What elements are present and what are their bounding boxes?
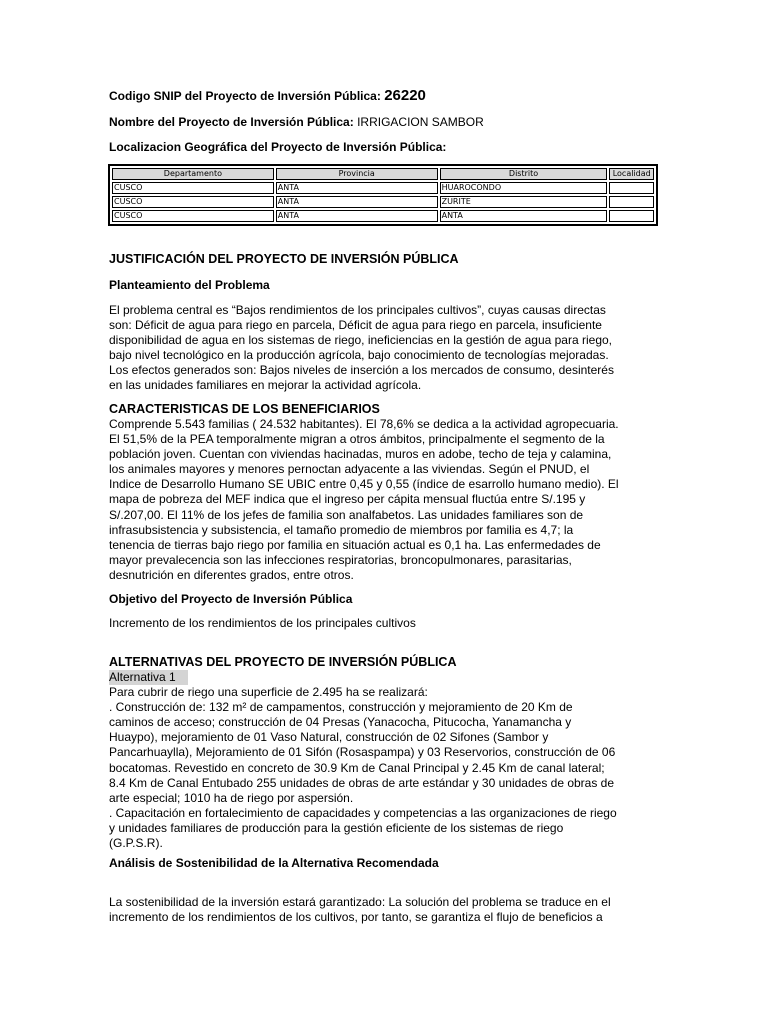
paragraph-line: Indice de Desarrollo Humano SE UBIC entre 0,45 y 0,55 (índice de esarrollo humano medio). El <box>109 477 619 492</box>
cell-departamento: CUSCO <box>112 210 274 222</box>
paragraph-line: . Capacitación en fortalecimiento de capacidades y competencias a las organizaciones de riego <box>109 805 617 820</box>
paragraph-line: disponibilidad de agua en los sistemas de riego, ineficiencias en la gestión de agua para riego, <box>109 333 612 348</box>
sustainability-paragraph <box>109 895 611 925</box>
paragraph-line: población joven. Cuentan con viviendas hacinadas, muros en adobe, techo de teja y calamina, <box>109 447 612 462</box>
cell-provincia: ANTA <box>276 210 438 222</box>
table-row <box>112 182 654 194</box>
paragraph-line: El 51,5% de la PEA temporalmente migran a otros ámbitos, principalmente el segmento de la <box>109 432 605 447</box>
objective-text: Incremento de los rendimientos de los principales cultivos <box>109 616 416 630</box>
problem-paragraph <box>109 303 614 394</box>
alternative-1-label: Alternativa 1 <box>109 670 188 685</box>
paragraph-line: 8.4 Km de Canal Entubado 255 unidades de obras de arte estándar y 30 unidades de obras de <box>109 775 615 790</box>
paragraph-line: los animales mayores y menores pernoctan adyacente a las viviendas. Según el PNUD, el <box>109 462 590 477</box>
paragraph-line: desnutrición en diferentes grados, entre otros. <box>109 567 354 582</box>
cell-localidad <box>609 182 654 194</box>
paragraph-line: incremento de los rendimientos de los cultivos, por tanto, se garantiza el flujo de beneficios a <box>109 910 603 925</box>
header-distrito: Distrito <box>440 168 608 180</box>
table-row <box>112 210 654 222</box>
cell-departamento: CUSCO <box>112 182 274 194</box>
paragraph-line: Huaypo), mejoramiento de 01 Vaso Natural, construcción de 02 Sifones (Sambor y <box>109 730 549 745</box>
cell-distrito: ANTA <box>440 210 608 222</box>
paragraph-line: mapa de pobreza del MEF indica que el ingreso per cápita mensual fluctúa entre S/.195 y <box>109 492 586 507</box>
paragraph-line: caminos de acceso; construcción de 04 Presas (Yanacocha, Pitucocha, Yanamancha y <box>109 715 572 730</box>
paragraph-line: (G.P.S.R). <box>109 836 163 851</box>
cell-provincia: ANTA <box>276 196 438 208</box>
header-localidad: Localidad <box>609 168 654 180</box>
project-name-line <box>109 114 484 130</box>
paragraph-line: S/.207,00. El 11% de los jefes de familia son analfabetos. Las unidades familiares son de <box>109 507 584 522</box>
paragraph-line: Pancarhuaylla), Mejoramiento de 01 Sifón (Rosaspampa) y 03 Reservorios, construcción de 06 <box>109 745 616 760</box>
paragraph-line: y unidades familiares de producción para la gestión eficiente de los sistemas de riego <box>109 820 564 835</box>
sustainability-heading: Análisis de Sostenibilidad de la Alternativa Recomendada <box>109 856 439 870</box>
snip-code-line <box>109 88 426 104</box>
alternatives-heading: ALTERNATIVAS DEL PROYECTO DE INVERSIÓN PÚBLICA <box>109 655 457 669</box>
cell-departamento: CUSCO <box>112 196 274 208</box>
paragraph-line: El problema central es “Bajos rendimientos de los principales cultivos”, cuyas causas directas <box>109 303 606 317</box>
alternative-1-label-line <box>109 670 617 685</box>
objective-heading: Objetivo del Proyecto de Inversión Pública <box>109 592 353 606</box>
cell-localidad <box>609 210 654 222</box>
snip-code: 26220 <box>384 87 426 104</box>
paragraph-line: en las unidades familiares en mejorar la actividad agrícola. <box>109 378 422 393</box>
table-header-row <box>112 168 654 180</box>
beneficiaries-paragraph <box>109 417 619 583</box>
project-name-label: Nombre del Proyecto de Inversión Pública: <box>109 115 354 129</box>
paragraph-line: arte especial; 1010 ha de riego por aspersión. <box>109 790 354 805</box>
cell-localidad <box>609 196 654 208</box>
paragraph-line: mayor prevalecencia son las infecciones respiratorias, broncopulmonares, parasitarias, <box>109 552 572 567</box>
paragraph-line: bocatomas. Revestido en concreto de 30.9 Km de Canal Principal y 2.45 Km de canal lateral; <box>109 760 605 775</box>
paragraph-line: infrasubsistencia y subsistencia, el tamaño promedio de miembros por familia es 4,7; la <box>109 522 574 537</box>
paragraph-line: tenencia de tierras bajo riego por familia en situación actual es 0,1 ha. Las enfermedades de <box>109 537 601 552</box>
cell-distrito: HUAROCONDO <box>440 182 608 194</box>
beneficiaries-heading: CARACTERISTICAS DE LOS BENEFICIARIOS <box>109 402 380 416</box>
alternative-1-block <box>109 670 617 851</box>
table-row <box>112 196 654 208</box>
project-name-value: IRRIGACION SAMBOR <box>357 115 484 129</box>
paragraph-line: Comprende 5.543 familias ( 24.532 habitantes). El 78,6% se dedica a la actividad agropecuaria. <box>109 417 619 431</box>
paragraph-line: Para cubrir de riego una superficie de 2.495 ha se realizará: <box>109 685 428 700</box>
header-departamento: Departamento <box>112 168 274 180</box>
paragraph-line: bajo nivel tecnológico en la producción agrícola, bajo conocimiento de tecnologías mejoradas. <box>109 348 609 363</box>
header-provincia: Provincia <box>276 168 438 180</box>
snip-label: Codigo SNIP del Proyecto de Inversión Pública: <box>109 89 381 103</box>
location-table <box>108 164 658 226</box>
problem-heading: Planteamiento del Problema <box>109 278 270 292</box>
paragraph-line: . Construcción de: 132 m² de campamentos, construcción y mejoramiento de 20 Km de <box>109 700 573 715</box>
location-table-wrapper <box>109 164 658 226</box>
location-label: Localizacion Geográfica del Proyecto de Inversión Pública: <box>109 140 447 154</box>
justification-heading: JUSTIFICACIÓN DEL PROYECTO DE INVERSIÓN PÚBLICA <box>109 252 459 266</box>
paragraph-line: son: Déficit de agua para riego en parcela, Déficit de agua para riego en parcela, insuficiente <box>109 318 602 333</box>
cell-provincia: ANTA <box>276 182 438 194</box>
paragraph-line: La sostenibilidad de la inversión estará garantizado: La solución del problema se traduce en el <box>109 895 611 909</box>
paragraph-line: Los efectos generados son: Bajos niveles de inserción a los mercados de consumo, desinterés <box>109 363 614 378</box>
cell-distrito: ZURITE <box>440 196 608 208</box>
